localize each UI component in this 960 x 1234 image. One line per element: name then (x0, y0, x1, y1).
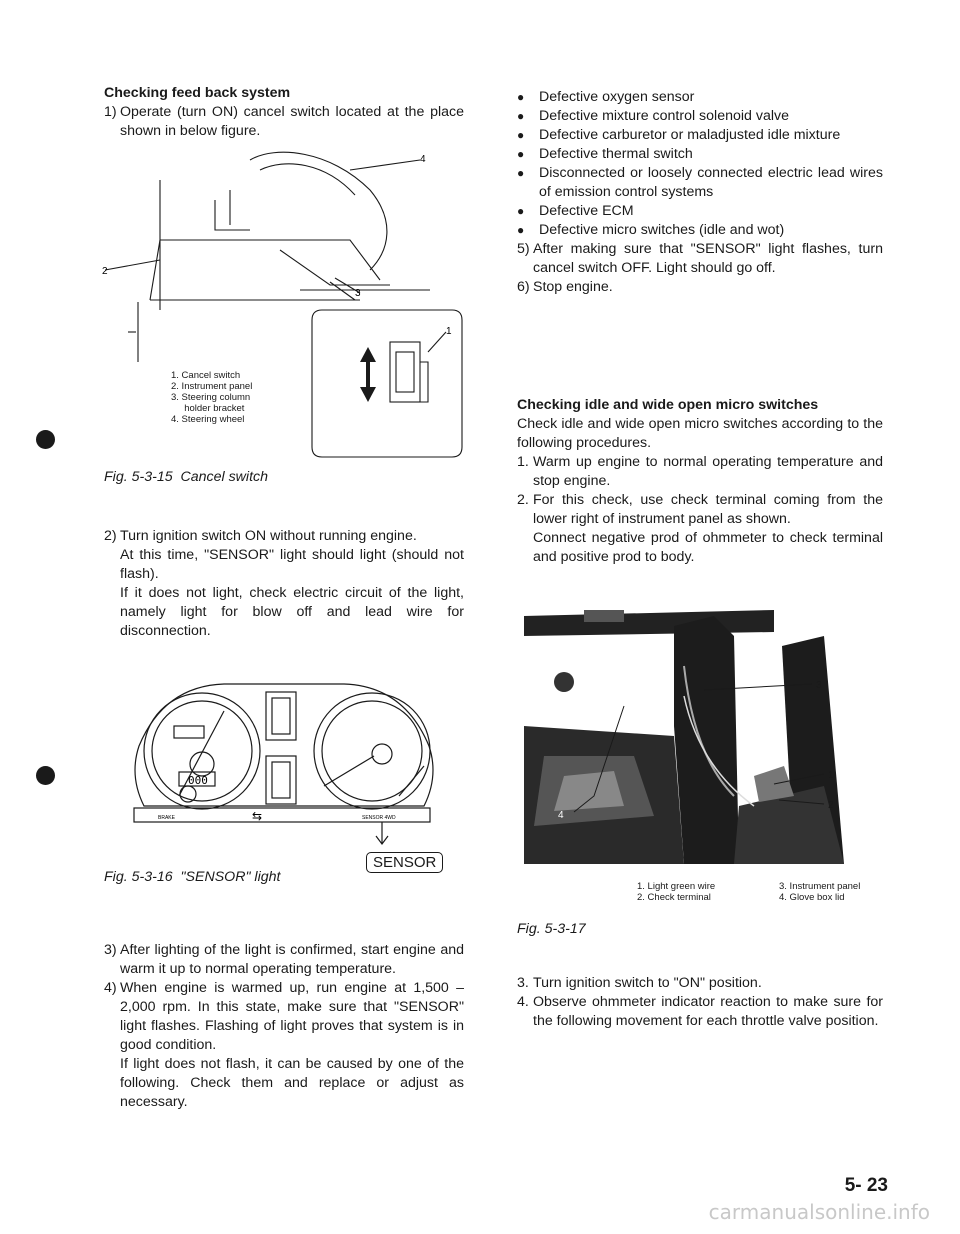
list-item: ● Defective carburetor or maladjusted idle mixture (517, 127, 841, 143)
bullet-icon: ● (517, 109, 525, 123)
step-text: Stop engine. (533, 279, 613, 295)
section-heading-2: Checking idle and wide open micro switches (517, 397, 819, 413)
step-text: Turn ignition switch ON without running engine. (120, 528, 417, 544)
binder-hole-top (36, 430, 55, 449)
callout-3: 3 (355, 288, 361, 299)
step-2 (104, 527, 464, 546)
left-column-top (104, 84, 464, 141)
left-column-middle (104, 527, 464, 641)
binder-hole-bottom (36, 766, 55, 785)
odometer: 000 (188, 774, 208, 787)
cancel-switch-drawing (100, 150, 470, 310)
step-number: 5) (517, 241, 530, 257)
list-item: ● Defective thermal switch (517, 146, 693, 162)
turn-signal-icon: ⇆ (252, 809, 263, 823)
legend-item: 4. Steering wheel (171, 414, 245, 425)
fig3-caption: Fig. 5-3-17 (517, 921, 586, 937)
step-2-note: If it does not light, check electric circuit of the light, namely light for blow off and lead wire for disconnection. (120, 585, 464, 639)
right-column-bottom (517, 974, 883, 1031)
step-2-note: At this time, "SENSOR" light should light (should not flash). (120, 547, 464, 582)
legend-item: 4. Glove box lid (779, 892, 845, 903)
sensor-label-box: SENSOR (366, 852, 443, 873)
step-4-note: If light does not flash, it can be caused by one of the following. Check them and replace or adjust as necessary. (120, 1056, 464, 1110)
procedure-step-3 (517, 974, 883, 993)
fig3-legend-right (779, 881, 860, 903)
fig3-legend-left (637, 881, 715, 903)
step-3 (104, 941, 464, 979)
step-number: 1) (104, 104, 117, 120)
legend-item: 2. Check terminal (637, 892, 711, 903)
down-arrow-icon (360, 387, 376, 402)
step-number: 2) (104, 528, 117, 544)
page-number: 5- 23 (844, 1175, 888, 1196)
figure-cancel-switch (100, 150, 470, 310)
bullet-icon: ● (517, 223, 525, 237)
step-text: Turn ignition switch to "ON" position. (533, 975, 762, 991)
procedure-step-2 (517, 491, 883, 529)
brake-label: BRAKE (158, 815, 175, 821)
procedure-step-2-note: Connect negative prod of ohmmeter to check terminal and positive prod to body. (533, 530, 883, 565)
left-column-bottom (104, 941, 464, 1112)
step-number: 6) (517, 279, 530, 295)
fig2-caption: Fig. 5-3-16 "SENSOR" light (104, 869, 281, 885)
fig1-caption: Fig. 5-3-15 Cancel switch (104, 469, 269, 485)
photo-callout-2: 2 (828, 800, 834, 811)
list-item: ● Defective oxygen sensor (517, 89, 695, 105)
step-text: Warm up engine to normal operating temperature and stop engine. (533, 454, 883, 489)
step-text: For this check, use check terminal coming from the lower right of instrument panel as shown. (533, 492, 883, 527)
photo-callout-4: 4 (558, 810, 564, 821)
step-text: After lighting of the light is confirmed, start engine and warm it up to normal operating temperature. (120, 942, 464, 977)
step-text: Observe ohmmeter indicator reaction to make sure for the following movement for each throttle valve position. (533, 994, 883, 1029)
step-text: When engine is warmed up, run engine at 1,500 – 2,000 rpm. In this state, make sure that "SENSOR" light flashes. Flashing of light proves that system is in good condition. (120, 980, 464, 1053)
watermark: carmanualsonline.info (708, 1200, 930, 1224)
list-item: ● Defective micro switches (idle and wot) (517, 222, 785, 238)
instrument-cluster-drawing (124, 676, 442, 866)
right-column-procedure (517, 396, 883, 567)
fig1-legend (171, 370, 252, 425)
check-terminal-photo (524, 606, 872, 864)
figure-check-terminal-photo (524, 606, 872, 864)
step-1 (104, 103, 464, 141)
photo-callout-3: 3 (816, 680, 822, 691)
callout-4: 4 (420, 154, 426, 165)
step-number: 4. (517, 994, 529, 1010)
step-number: 1. (517, 454, 529, 470)
section-heading: Checking feed back system (104, 85, 291, 101)
callout-2: 2 (102, 266, 108, 277)
bullet-icon: ● (517, 204, 525, 218)
legend-item: 1. Light green wire (637, 881, 716, 892)
sensor-4wd-label: SENSOR 4WD (362, 815, 396, 821)
callout-1: 1 (446, 326, 452, 337)
legend-item: holder bracket (171, 403, 245, 414)
step-4 (104, 979, 464, 1055)
list-item: ● Disconnected or loosely connected electric lead wires of emission control systems (517, 165, 883, 200)
step-number: 2. (517, 492, 529, 508)
up-arrow-icon (360, 347, 376, 362)
step-number: 3. (517, 975, 529, 991)
step-text: After making sure that "SENSOR" light flashes, turn cancel switch OFF. Light should go off. (533, 241, 883, 276)
figure-sensor-light (124, 676, 442, 866)
step-text: Operate (turn ON) cancel switch located at the place shown in below figure. (120, 104, 464, 139)
step-5 (517, 240, 883, 278)
bullet-icon: ● (517, 147, 525, 161)
procedure-step-4 (517, 993, 883, 1031)
bullet-icon: ● (517, 166, 525, 180)
procedure-step-1 (517, 453, 883, 491)
legend-item: 3. Steering column (171, 392, 251, 403)
legend-item: 2. Instrument panel (171, 381, 253, 392)
bullet-icon: ● (517, 128, 525, 142)
step-number: 3) (104, 942, 117, 958)
right-column-top (517, 88, 883, 297)
legend-item: 1. Cancel switch (171, 370, 241, 381)
list-item: ● Defective mixture control solenoid valve (517, 108, 789, 124)
legend-item: 3. Instrument panel (779, 881, 861, 892)
intro-text: Check idle and wide open micro switches according to the following procedures. (517, 416, 883, 451)
bullet-icon: ● (517, 90, 525, 104)
list-item: ● Defective ECM (517, 203, 634, 219)
step-number: 4) (104, 980, 117, 996)
photo-callout-1: 1 (828, 770, 834, 781)
step-6 (517, 278, 883, 297)
